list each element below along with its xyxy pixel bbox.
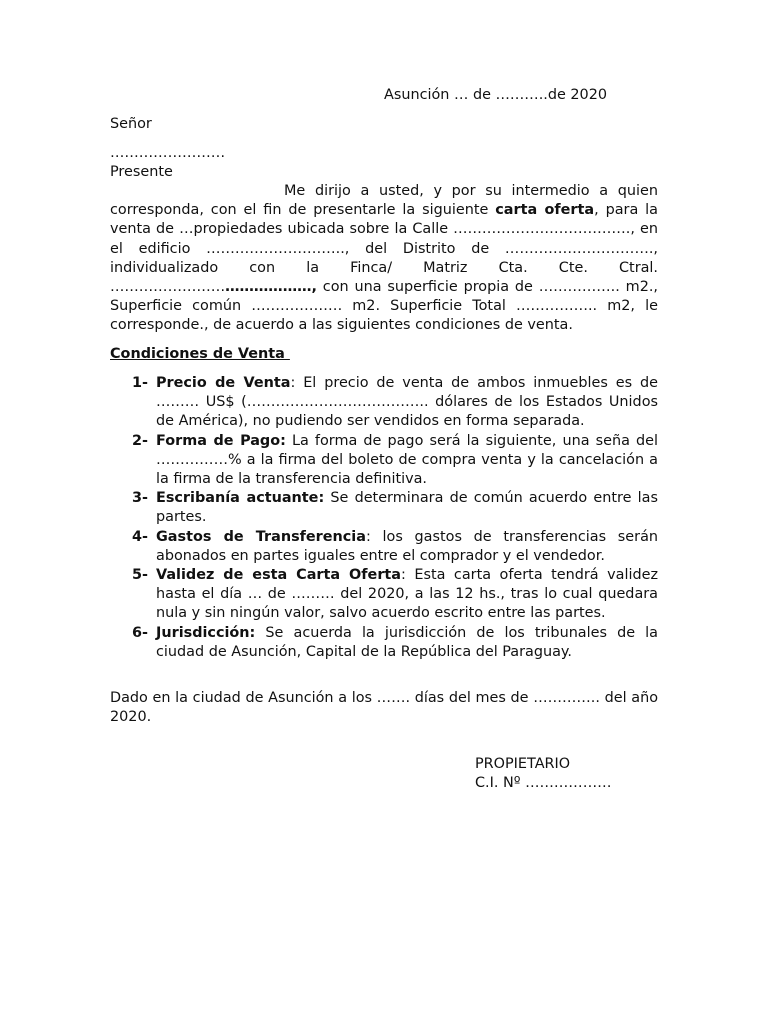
- intro-paragraph: [110, 182, 658, 336]
- condition-item: [110, 566, 658, 624]
- condition-text: : los gastos de transferencias serán abonados en partes iguales entre el comprador y el vendedor.: [156, 528, 659, 564]
- intro-bold-carta-oferta: carta oferta: [495, 202, 595, 219]
- condition-text: Se determinara de común acuerdo entre las partes.: [156, 490, 658, 526]
- condition-item: [110, 624, 658, 662]
- date-line: Asunción … de ………..de 2020: [384, 87, 608, 103]
- condition-item: [110, 489, 658, 527]
- condition-item: [110, 528, 658, 566]
- intro-text-start: Me dirijo a usted, y por su intermedio a quien corresponda, con el fin de presentarle la siguiente: [110, 183, 658, 219]
- condition-number: 5-: [132, 567, 148, 584]
- presente-line: Presente: [110, 164, 173, 180]
- condition-text: La forma de pago será la siguiente, una seña del ……………% a la firma del boleto de compra venta y la cancelación a la firma de la transferencia definitiva.: [156, 432, 658, 488]
- condition-title: Validez de esta Carta Oferta: [156, 567, 402, 584]
- condition-title: Escribanía actuante:: [156, 490, 325, 507]
- condition-title: Forma de Pago:: [156, 432, 286, 449]
- salutation: Señor: [110, 116, 152, 132]
- condition-title: Gastos de Transferencia: [156, 528, 366, 545]
- intro-text-end: con una superficie propia de …………….. m2., Superficie común ………………. m2. Superficie Total …………….. m2, le corresponde., de acuerdo a las siguientes condiciones de venta.: [110, 279, 658, 334]
- condition-text: : El precio de venta de ambos inmuebles es de ……… US$ (……………………………….. dólares de los Estados Unidos de América), no pudiendo ser vendidos en forma separada.: [156, 375, 658, 430]
- condition-text: : Esta carta oferta tendrá validez hasta el día … de ……… del 2020, a las 12 hs., tras lo cual quedara nula y sin ningún valor, salvo acuerdo escrito entre las partes.: [156, 567, 659, 622]
- conditions-list: [110, 374, 658, 662]
- addressee-placeholder: ……………………: [110, 145, 226, 161]
- signature-role: PROPIETARIO: [475, 756, 571, 772]
- closing-paragraph: Dado en la ciudad de Asunción a los ……. días del mes de ………….. del año 2020.: [110, 690, 658, 726]
- intro-bold-dots: ………………,: [225, 279, 317, 296]
- condition-number: 4-: [132, 528, 148, 545]
- signature-ci: C.I. Nº ………………: [475, 775, 612, 792]
- conditions-heading: Condiciones de Venta: [110, 346, 290, 362]
- condition-title: Jurisdicción:: [156, 624, 256, 641]
- condition-number: 1-: [132, 375, 148, 391]
- condition-number: 3-: [132, 490, 148, 507]
- condition-number: 6-: [132, 624, 148, 641]
- signature-block: [475, 755, 611, 793]
- condition-number: 2-: [132, 432, 148, 449]
- intro-text-middle: , para la venta de …propiedades ubicada sobre la Calle ………………………………., en el edificio ……………………….., del Distrito de …………………………., individualizado con la Finca/ Matriz Cta. Cte. Ctral. ……………………: [110, 202, 658, 296]
- condition-title: Precio de Venta: [156, 375, 291, 391]
- condition-item: [110, 432, 658, 490]
- condition-item: [110, 374, 658, 432]
- condition-text: Se acuerda la jurisdicción de los tribunales de la ciudad de Asunción, Capital de la República del Paraguay.: [156, 624, 658, 660]
